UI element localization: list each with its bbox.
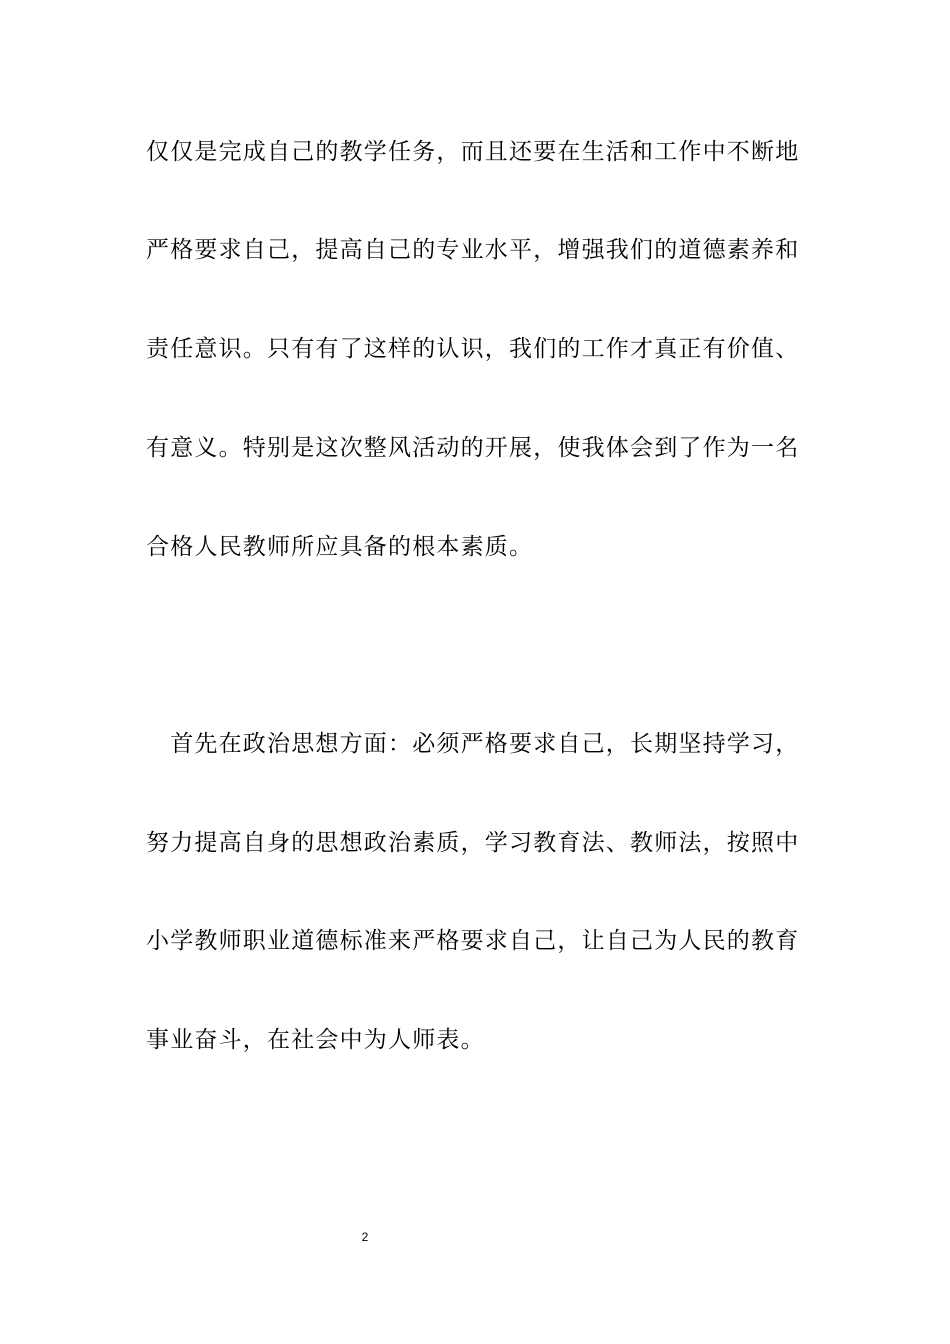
text-line: 严格要求自己，提高自己的专业水平，增强我们的道德素养和	[146, 237, 800, 263]
text-line: 小学教师职业道德标准来严格要求自己，让自己为人民的教育	[146, 928, 800, 954]
text-line: 有意义。特别是这次整风活动的开展，使我体会到了作为一名	[146, 435, 800, 461]
text-line: 事业奋斗，在社会中为人师表。	[146, 1027, 485, 1053]
text-line: 责任意识。只有有了这样的认识，我们的工作才真正有价值、	[146, 336, 800, 362]
page-number: 2	[361, 1230, 369, 1244]
text-line: 首先在政治思想方面：必须严格要求自己，长期坚持学习，	[146, 731, 800, 757]
text-line: 努力提高自身的思想政治素质，学习教育法、教师法，按照中	[146, 830, 800, 856]
text-line: 仅仅是完成自己的教学任务，而且还要在生活和工作中不断地	[146, 139, 800, 165]
text-line: 合格人民教师所应具备的根本素质。	[146, 534, 534, 560]
